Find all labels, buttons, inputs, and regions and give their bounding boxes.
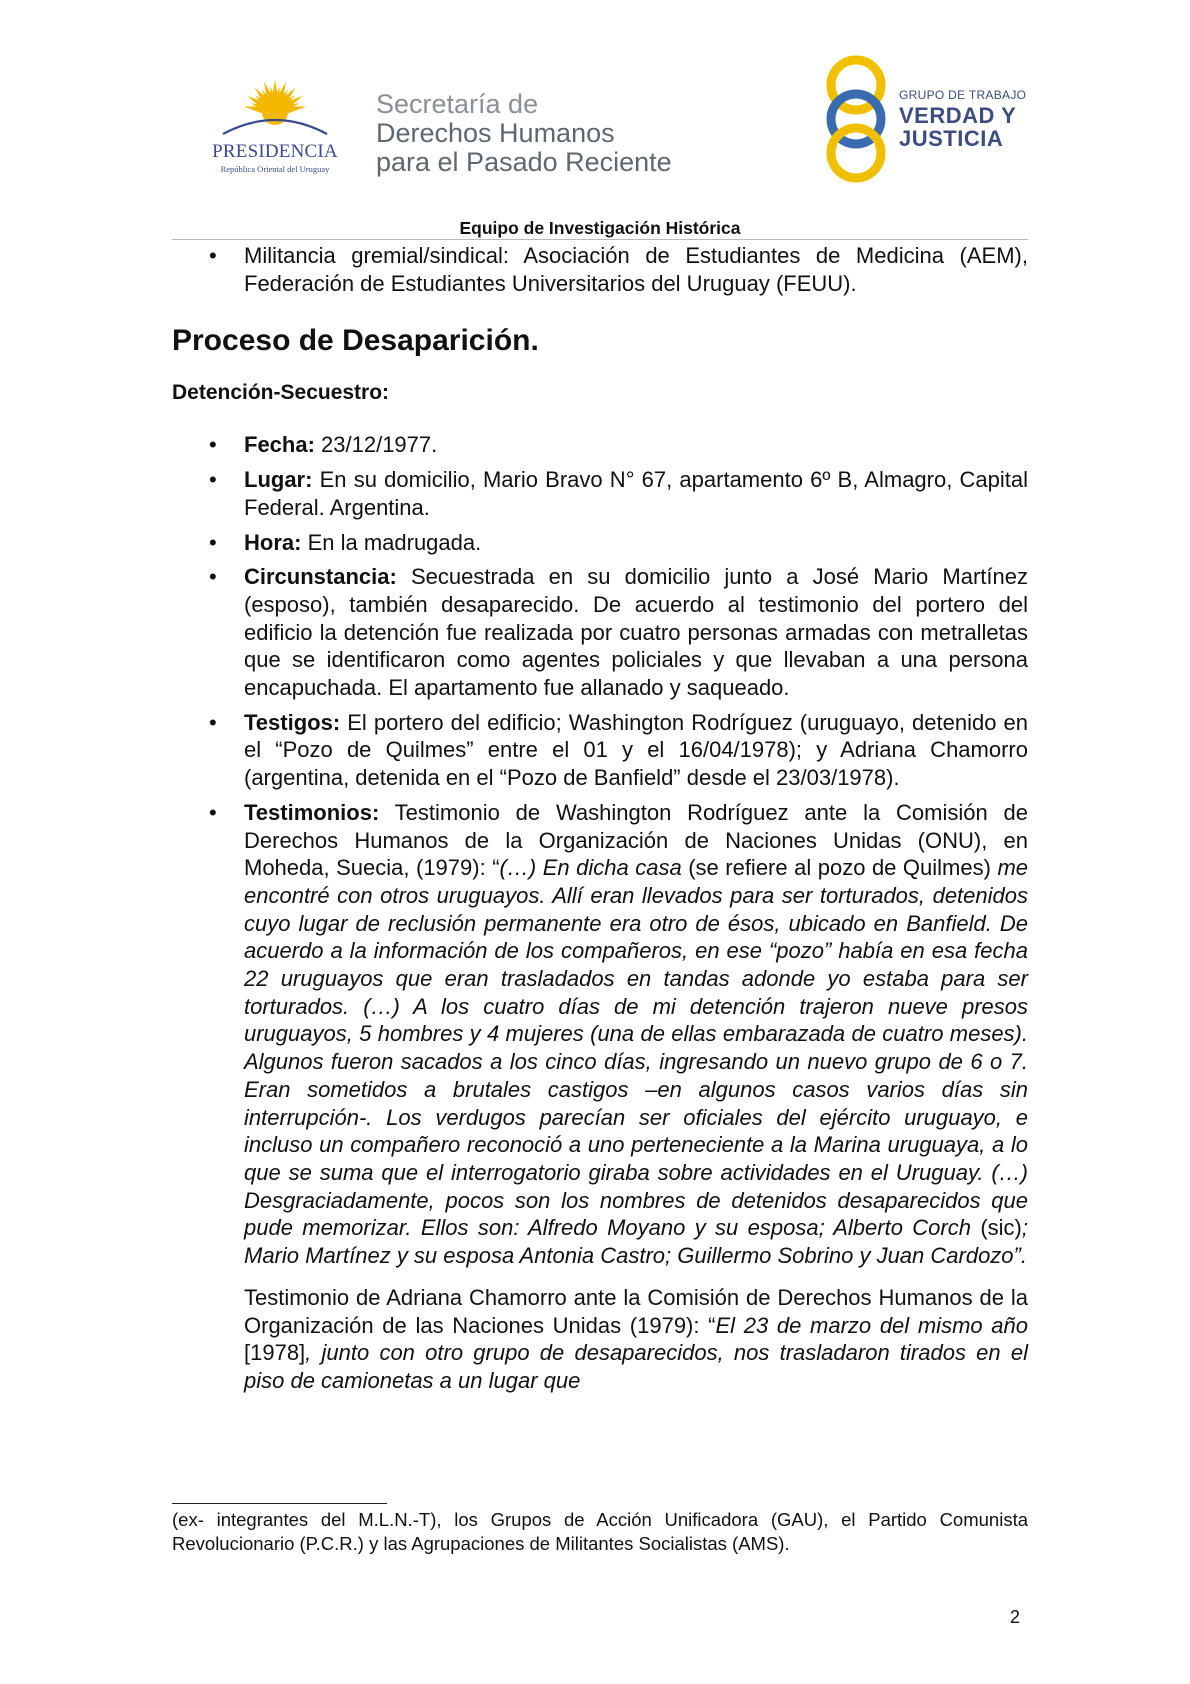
verdad-label: VERDAD Y — [899, 103, 1017, 128]
testimonios-label: Testimonios: — [244, 799, 380, 825]
presidencia-subtitle: República Oriental del Uruguay — [220, 164, 330, 174]
header-divider — [172, 239, 1028, 240]
document-body — [172, 242, 1028, 1395]
testimonio-1-note-b: (sic) — [970, 1215, 1022, 1241]
list-item-testimonios — [172, 799, 1028, 1270]
interlocked-rings-icon — [822, 55, 902, 183]
grupo-label: GRUPO DE TRABAJO — [899, 88, 1027, 102]
team-heading: Equipo de Investigación Histórica — [459, 218, 741, 238]
list-item-circunstancia — [172, 563, 1028, 702]
list-item-hora — [172, 529, 1028, 557]
circunstancia-value: Secuestrada en su domicilio junto a José Mario Martínez (esposo), también desaparecido. De acuerdo al testimonio del portero del edificio la detención fue realizada por cuatro personas armadas con metralletas que se identificaron como agentes policiales y que llevaban a una persona encapuchada. El apartamento fue allanado y saqueado. — [244, 564, 1028, 701]
lugar-label: Lugar: — [244, 467, 313, 493]
secretaria-line-1: Secretaría de — [376, 89, 539, 119]
testimonio-2-quote-b: , junto con otro grupo de desaparecidos, nos trasladaron tirados en el piso de camionetas a un lugar que — [244, 1340, 1028, 1393]
testimonio-1-quote-c: ; Mario Martínez y su esposa Antonia Castro; Guillermo Sobrino y Juan Cardozo”. — [244, 1215, 1029, 1269]
detention-details-list — [172, 431, 1028, 1394]
testimonio-1-quote-a: (…) En dicha casa — [499, 855, 682, 881]
circunstancia-label: Circunstancia: — [244, 564, 397, 590]
testimonio-1-intro: Testimonio de Washington Rodríguez ante la Comisión de Derechos Humanos de la Organización de Naciones Unidas (ONU), en Moheda, Suecia, (1979): “ — [244, 799, 1028, 881]
testimonio-1-note-a: (se refiere al pozo de Quilmes) — [681, 855, 998, 881]
presidencia-title: PRESIDENCIA — [212, 141, 338, 162]
testimonio-2-quote-a: El 23 de marzo del mismo año — [715, 1312, 1029, 1338]
testigos-label: Testigos: — [244, 709, 341, 735]
section-title: Proceso de Desaparición. — [172, 324, 539, 358]
footnote: (ex- integrantes del M.L.N.-T), los Grupos de Acción Unificadora (GAU), el Partido Comunista Revolucionario (P.C.R.) y las Agrupaciones de Militantes Socialistas (AMS). — [172, 1509, 1028, 1554]
list-item-testigos — [172, 709, 1028, 792]
secretaria-logo-text — [376, 90, 672, 177]
secretaria-line-2: Derechos Humanos — [376, 118, 615, 148]
testimonio-1-quote-b: me encontré con otros uruguayos. Allí eran llevados para ser torturados, detenidos cuyo lugar de reclusión permanente era otro de ésos, ubicado en Banfield. De acuerdo a la información de los compañeros, en ese “pozo” había en esa fecha 22 uruguayos que eran trasladados en tandas adonde yo estaba para ser torturados. (…) A los cuatro días de mi detención trajeron nueve presos uruguayos, 5 hombres y 4 mujeres (una de ellas embarazada de cuatro meses). Algunos fueron sacados a los cinco días, ingresando un nuevo grupo de 6 o 7. Eran sometidos a brutales castigos –en algunos casos varios días sin interrupción-. Los verdugos parecían ser oficiales del ejército uruguayo, e incluso un compañero reconoció a uno perteneciente a la Marina uruguaya, a lo que se suma que el interrogatorio giraba sobre actividades en el Uruguay. (…) Desgraciadamente, pocos son los nombres de detenidos desaparecidos que pude memorizar. Ellos son: Alfredo Moyano y su esposa; Alberto Corch — [244, 855, 1028, 1241]
lugar-value: En su domicilio, Mario Bravo N° 67, apartamento 6º B, Almagro, Capital Federal. Argentina. — [244, 467, 1028, 520]
justicia-label: JUSTICIA — [899, 126, 1004, 151]
fecha-value: 23/12/1977. — [314, 432, 438, 458]
fecha-label: Fecha: — [244, 432, 315, 458]
hora-value: En la madrugada. — [301, 529, 482, 555]
page-header — [0, 0, 1190, 210]
testimonio-2-paragraph — [172, 1284, 1028, 1395]
secretaria-line-3: para el Pasado Reciente — [376, 147, 672, 177]
testimonio-2-note: [1978] — [244, 1340, 306, 1366]
page-number: 2 — [1010, 1607, 1021, 1627]
presidencia-logo — [195, 78, 355, 178]
sun-emblem-icon — [195, 78, 355, 140]
grupo-verdad-justicia-logo — [822, 55, 1032, 185]
hora-label: Hora: — [244, 529, 302, 555]
testigos-value: El portero del edificio; Washington Rodríguez (uruguayo, detenido en el “Pozo de Quilmes” entre el 01 y el 16/04/1978); y Adriana Chamorro (argentina, detenida en el “Pozo de Banfield” desde el 23/03/1978). — [244, 709, 1028, 791]
footnote-divider — [172, 1503, 387, 1504]
list-item-lugar — [172, 466, 1028, 521]
list-item-fecha — [172, 431, 1028, 459]
list-item-militancia: • Militancia gremial/sindical: Asociación de Estudiantes de Medicina (AEM), Federación de Estudiantes Universitarios del Uruguay (FEUU). — [172, 242, 1028, 297]
testimonio-2-intro: Testimonio de Adriana Chamorro ante la Comisión de Derechos Humanos de la Organización de las Naciones Unidas (1979): “ — [244, 1284, 1028, 1338]
subheading: Detención-Secuestro: — [172, 381, 390, 405]
